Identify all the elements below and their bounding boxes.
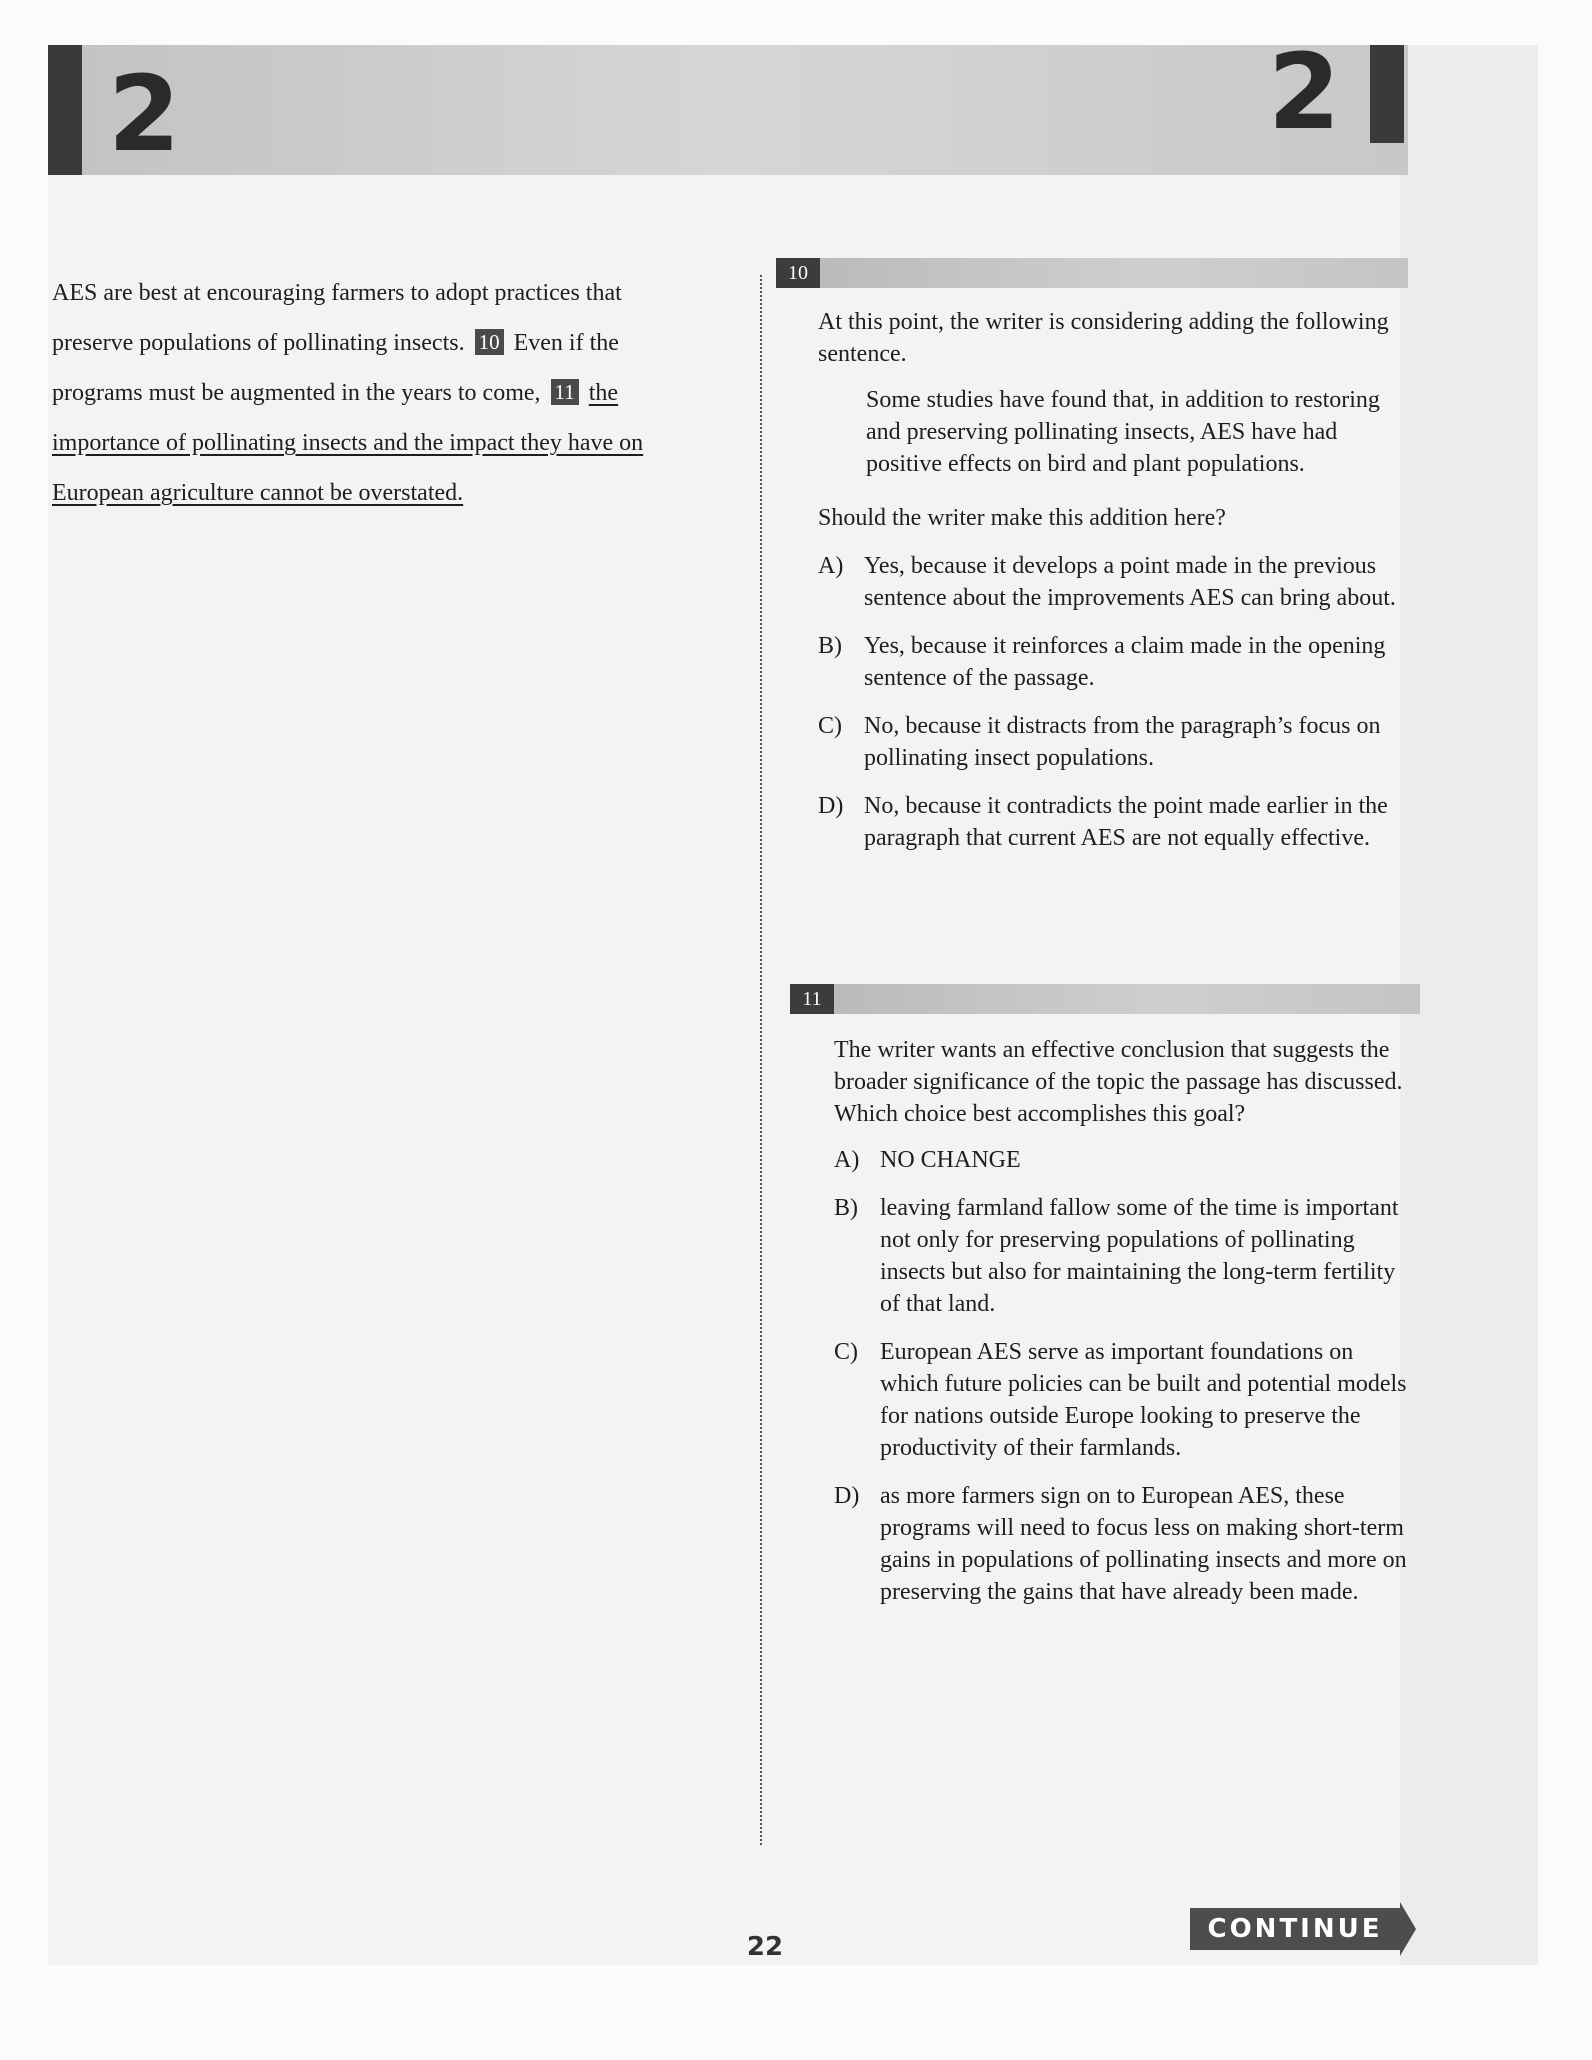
choice-10-b[interactable] [818, 630, 1410, 694]
choice-10-c[interactable] [818, 710, 1410, 774]
choice-text: NO CHANGE [880, 1147, 1021, 1173]
question-11 [834, 1034, 1414, 1624]
section-number-right: 2 [1268, 31, 1341, 153]
choice-letter: D) [818, 793, 844, 819]
choice-letter: A) [834, 1147, 860, 1173]
passage-sentence: Even if the programs must be augmented in the years to come, [52, 330, 619, 406]
question-10-header [776, 258, 1408, 288]
section-marker-bar-left [48, 45, 82, 175]
question-10-marker: 10 [475, 329, 504, 355]
continue-arrow-icon [1400, 1902, 1416, 1956]
question-10 [818, 306, 1410, 870]
choice-letter: B) [818, 633, 842, 659]
question-11-number: 11 [790, 984, 834, 1014]
choice-11-b[interactable] [834, 1192, 1414, 1320]
choice-letter: C) [818, 713, 842, 739]
continue-banner: CONTINUE [1190, 1908, 1400, 1950]
question-10-number: 10 [776, 258, 820, 288]
section-header-band [48, 45, 1408, 175]
question-11-prompt: The writer wants an effective conclusion that suggests the broader significance of the topic the passage has discussed. Which choice best accomplishes this goal? [834, 1037, 1403, 1127]
choice-letter: B) [834, 1195, 858, 1221]
underlined-text: the importance of pollinating insects and the impact they have on European agriculture cannot be overstated. [52, 380, 644, 506]
choice-11-d[interactable] [834, 1480, 1414, 1608]
choice-letter: A) [818, 553, 844, 579]
question-10-prompt: At this point, the writer is considering adding the following sentence. [818, 309, 1389, 367]
choice-text: Yes, because it reinforces a claim made in the opening sentence of the passage. [864, 633, 1386, 691]
question-11-header [790, 984, 1420, 1014]
choice-10-d[interactable] [818, 790, 1410, 854]
passage-sentence: AES are best at encouraging farmers to adopt practices that preserve populations of pollinating insects. [52, 280, 622, 356]
choice-text: No, because it distracts from the paragraph’s focus on pollinating insect populations. [864, 713, 1381, 771]
passage-paragraph [52, 268, 682, 518]
choice-text: as more farmers sign on to European AES, these programs will need to focus less on making short-term gains in populations of pollinating insects and more on preserving the gains that have already been made. [880, 1483, 1407, 1605]
choice-letter: D) [834, 1483, 860, 1509]
column-divider [760, 275, 762, 1845]
section-marker-bar-right [1370, 45, 1404, 143]
choice-10-a[interactable] [818, 550, 1410, 614]
choice-text: leaving farmland fallow some of the time is important not only for preserving populations of pollinating insects but also for maintaining the long-term fertility of that land. [880, 1195, 1399, 1317]
page-number: 22 [746, 1932, 784, 1962]
choice-text: No, because it contradicts the point made earlier in the paragraph that current AES are not equally effective. [864, 793, 1388, 851]
choice-11-a[interactable] [834, 1144, 1414, 1176]
choice-text: Yes, because it develops a point made in the previous sentence about the improvements AES can bring about. [864, 553, 1396, 611]
choice-11-c[interactable] [834, 1336, 1414, 1464]
question-11-marker: 11 [551, 379, 579, 405]
passage-text [52, 268, 682, 518]
next-page-edge [1400, 45, 1538, 1965]
question-10-quote: Some studies have found that, in addition to restoring and preserving pollinating insects, AES have had positive effects on bird and plant populations. [866, 387, 1380, 477]
question-10-ask: Should the writer make this addition here? [818, 505, 1226, 531]
choice-letter: C) [834, 1339, 858, 1365]
choice-text: European AES serve as important foundations on which future policies can be built and potential models for nations outside Europe looking to preserve the productivity of their farmlands. [880, 1339, 1407, 1461]
section-number-left: 2 [108, 53, 181, 175]
